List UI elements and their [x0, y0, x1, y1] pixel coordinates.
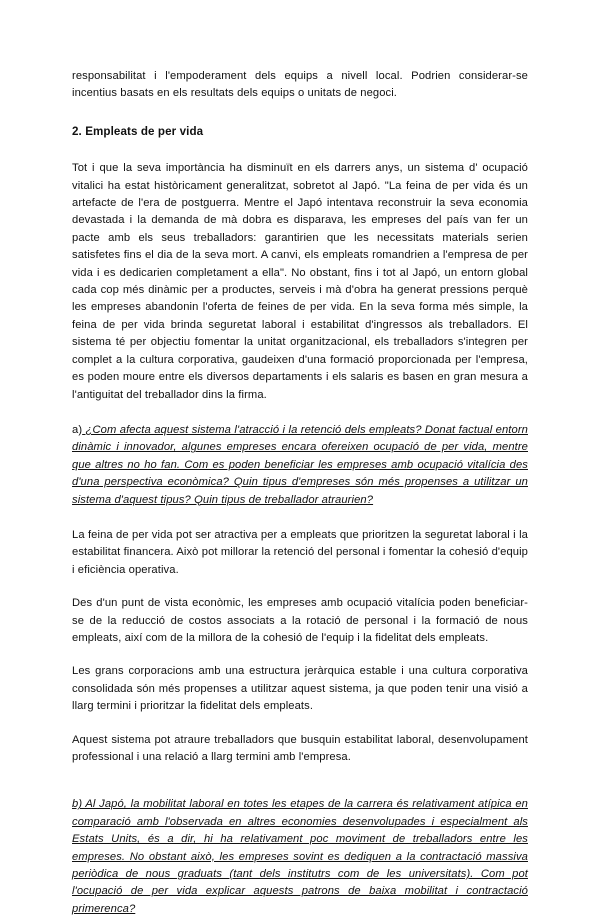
intro-paragraph: responsabilitat i l'empoderament dels equips a nivell local. Podrien considerar-se incentius basats en els resultats dels equips o unitats de negoci.: [72, 70, 528, 100]
answer-a-paragraph-2: Des d'un punt de vista econòmic, les empreses amb ocupació vitalícia poden beneficiar-se de la reducció de costos associats a la rotació de personal i la formació de nous empleats, així com de la millora de la cohesió de l'equip i la fidelitat dels empleats.: [72, 597, 528, 644]
question-a-text: ¿Com afecta aquest sistema l'atracció i la retenció dels empleats? Donat factual entorn dinàmic i innovador, algunes empreses encara ofereixen ocupació de per vida, mentre que altres no ho fan. Com es poden beneficiar les empreses amb ocupació vitalícia des d'una perspectiva econòmica? Quin tipus d'empreses són més propenses a utilitzar un sistema d'aquest tipus? Quin tipus de treballador atraurien?: [72, 423, 528, 506]
answer-a-paragraph-1: La feina de per vida pot ser atractiva per a empleats que prioritzen la seguretat laboral i la estabilitat financera. Això pot millorar la retenció del personal i fomentar la cohesió d'equip i eficiència operativa.: [72, 528, 528, 576]
question-a: [72, 422, 528, 509]
section-heading: 2. Empleats de per vida: [72, 124, 204, 138]
answer-a-paragraph-4: Aquest sistema pot atraure treballadors que busquin estabilitat laboral, desenvolupament professional i una relació a llarg termini amb l'empresa.: [72, 733, 528, 763]
question-a-prefix: a): [72, 423, 83, 436]
body-paragraph: Tot i que la seva importància ha disminuït en els darrers anys, un sistema d' ocupació vitalici ha estat històricament generalitzat, sobretot al Japó. "La feina de per vida és un artefacte de l'era de postguerra. Mentre el Japó intentava reconstruir la seva economia devastada i la demanda de mà dobra es disparava, les empreses del país van fer un pacte amb els seus treballadors: garantirien que les necessitats materials serien satisfetes fins el dia de la seva mort. A canvi, els empleats romandrien a l'empresa de per vida i es dedicarien completament a ella". No obstant, fins i tot al Japó, un entorn global cada cop més dinàmic per a productes, serveis i mà d'obra ha generat pressions perquè les empreses abandonin l'oferta de feines de per vida. En la seva forma més simple, la feina de per vida brinda seguretat laboral i estabilitat d'ingressos als treballadors. El sistema té per objectiu fomentar la unitat organitzacional, els treballadors s'integren per complet a la cultura corporativa, gaudeixen d'una formació proporcionada per l'empresa, es poden moure entre els diversos departaments i els salaris es basen en gran mesura a l'antiguitat del treballador dins la firma.: [72, 162, 528, 401]
answer-a-paragraph-3: Les grans corporacions amb una estructura jeràrquica estable i una cultura corporativa consolidada són més propenses a utilitzar aquest sistema, ja que poden tenir una visió a llarg termini i prioritzar la fidelitat dels empleats.: [72, 665, 528, 713]
question-b: b) Al Japó, la mobilitat laboral en totes les etapes de la carrera és relativament atípica en comparació amb l'observada en altres economies desenvolupades i especialment als Estats Units, és a dir, hi ha relativament poc moviment de treballadors entre les empreses. No obstant això, les empreses sovint es dediquen a la contractació massiva periòdica de nous graduats (tant dels institutrs com de les universitats). Com pot l'ocupació de per vida explicar aquests patrons de baixa mobilitat i contractació primerenca?: [72, 798, 528, 915]
